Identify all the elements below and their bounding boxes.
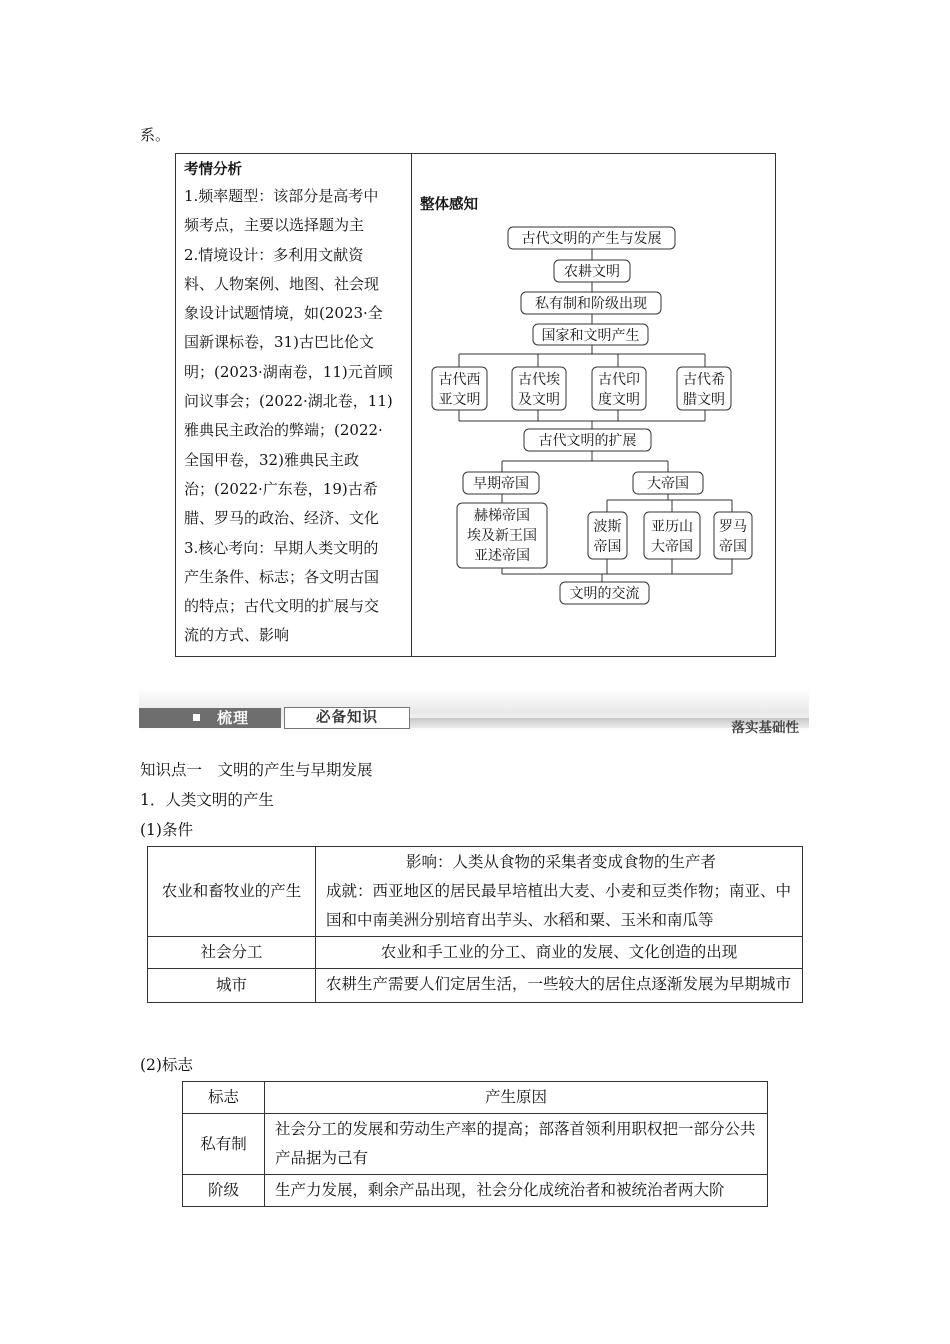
flow-node-state: 国家和文明产生	[541, 328, 640, 344]
column-header: 产生原因	[265, 1082, 768, 1114]
flow-node-greece-2: 腊文明	[683, 392, 725, 408]
mark-reason: 社会分工的发展和劳动生产率的提高；部落首领利用职权把一部分公共产品据为己有	[265, 1114, 768, 1175]
analysis-line: 3.核心考向：早期人类文明的	[184, 538, 379, 557]
analysis-line: 腊、罗马的政治、经济、文化	[184, 509, 380, 528]
banner-box-label: 必备知识	[284, 707, 410, 729]
condition-name: 农业和畜牧业的产生	[148, 847, 316, 937]
marks-label: (2)标志	[140, 1056, 193, 1074]
flow-node-persia-1: 波斯	[593, 519, 622, 535]
section-heading: 知识点一 文明的产生与早期发展	[140, 761, 373, 779]
mark-name: 阶级	[183, 1175, 265, 1207]
condition-name: 社会分工	[148, 937, 316, 969]
condition-name: 城市	[148, 969, 316, 1003]
flow-node-rome-2: 帝国	[719, 539, 747, 555]
analysis-line: 国新课标卷，31)古巴比伦文	[184, 333, 374, 352]
overview-title: 整体感知	[420, 197, 478, 213]
flow-node-exchange: 文明的交流	[569, 586, 640, 602]
flow-node-greece-1: 古代希	[683, 372, 725, 388]
analysis-line: 料、人物案例、地图、社会现	[184, 274, 380, 293]
banner-square-icon	[193, 714, 200, 721]
analysis-line: 的特点；古代文明的扩展与交	[184, 597, 380, 616]
analysis-line: 流的方式、影响	[184, 626, 290, 645]
flow-node-west-asia-2: 亚文明	[438, 392, 481, 408]
table-header-row	[183, 1082, 768, 1114]
conditions-label: (1)条件	[140, 821, 193, 839]
analysis-line: 2.情境设计：多利用文献资	[184, 245, 364, 264]
flow-node-persia-2: 帝国	[593, 539, 622, 555]
flow-node-early-empires: 早期帝国	[473, 476, 529, 492]
table-row	[183, 1114, 768, 1175]
analysis-line: 频考点，主要以选择题为主	[184, 216, 365, 235]
analysis-line: 问议事会；(2022·湖北卷，11)	[184, 392, 393, 411]
table-row	[148, 847, 803, 937]
banner-dark-tab	[139, 708, 281, 728]
analysis-line: 全国甲卷，32)雅典民主政	[184, 450, 359, 469]
flow-node-west-asia-1: 古代西	[438, 372, 481, 388]
flow-node-rome-1: 罗马	[719, 519, 747, 535]
analysis-line: 产生条件、标志；各文明古国	[184, 567, 380, 586]
analysis-line: 明；(2023·湖南卷，11)元首顾	[184, 362, 393, 381]
conditions-table	[147, 846, 803, 1003]
flow-node-private-property: 私有制和阶级出现	[535, 296, 647, 312]
table-row	[148, 937, 803, 969]
marks-table	[182, 1081, 768, 1207]
flow-node-alexander-1: 亚历山	[651, 519, 693, 535]
condition-desc: 农耕生产需要人们定居生活，一些较大的居住点逐渐发展为早期城市	[316, 969, 803, 1003]
flow-node-farming: 农耕文明	[564, 264, 620, 280]
analysis-line: 象设计试题情境，如(2023·全	[184, 304, 383, 323]
flow-node-egypt-1: 古代埃	[518, 372, 560, 388]
column-header: 标志	[183, 1082, 265, 1114]
flow-node-hittite: 赫梯帝国	[474, 508, 530, 524]
flow-node-origin: 古代文明的产生与发展	[521, 231, 662, 247]
analysis-cell	[176, 154, 412, 657]
overview-flowchart	[412, 154, 774, 654]
lead-text: 系。	[140, 126, 171, 144]
condition-desc-line: 成就：西亚地区的居民最早培植出大麦、小麦和豆类作物；南亚、中国和中南美洲分别培育出芋头、水稻和粟、玉米和南瓜等	[326, 882, 792, 929]
section-banner	[139, 688, 809, 744]
flow-node-assyria: 亚述帝国	[474, 548, 530, 564]
condition-desc: 农业和手工业的分工、商业的发展、文化创造的出现	[316, 937, 803, 969]
mark-reason: 生产力发展，剩余产品出现，社会分化成统治者和被统治者两大阶	[265, 1175, 768, 1207]
banner-dark-label: 梳理	[217, 709, 250, 727]
analysis-line: 1.频率题型：该部分是高考中	[184, 187, 379, 205]
analysis-line: 治；(2022·广东卷，19)古希	[184, 479, 378, 498]
mark-name: 私有制	[183, 1114, 265, 1175]
flow-node-india-2: 度文明	[598, 392, 640, 408]
table-row	[148, 969, 803, 1003]
banner-right-label: 落实基础性	[731, 720, 799, 736]
subsection-heading: 1．人类文明的产生	[140, 791, 274, 809]
condition-desc-line: 影响：人类从食物的采集者变成食物的生产者	[405, 853, 716, 871]
flow-node-great-empires: 大帝国	[647, 476, 689, 492]
flow-node-india-1: 古代印	[598, 372, 640, 388]
analysis-line: 雅典民主政治的弊端；(2022·	[184, 421, 383, 440]
flow-node-alexander-2: 大帝国	[651, 539, 693, 555]
flow-node-expansion: 古代文明的扩展	[538, 433, 637, 449]
flow-node-new-kingdom: 埃及新王国	[467, 528, 537, 544]
condition-desc	[316, 847, 803, 937]
analysis-title: 考情分析	[184, 162, 242, 178]
table-row	[183, 1175, 768, 1207]
flow-node-egypt-2: 及文明	[518, 392, 560, 408]
